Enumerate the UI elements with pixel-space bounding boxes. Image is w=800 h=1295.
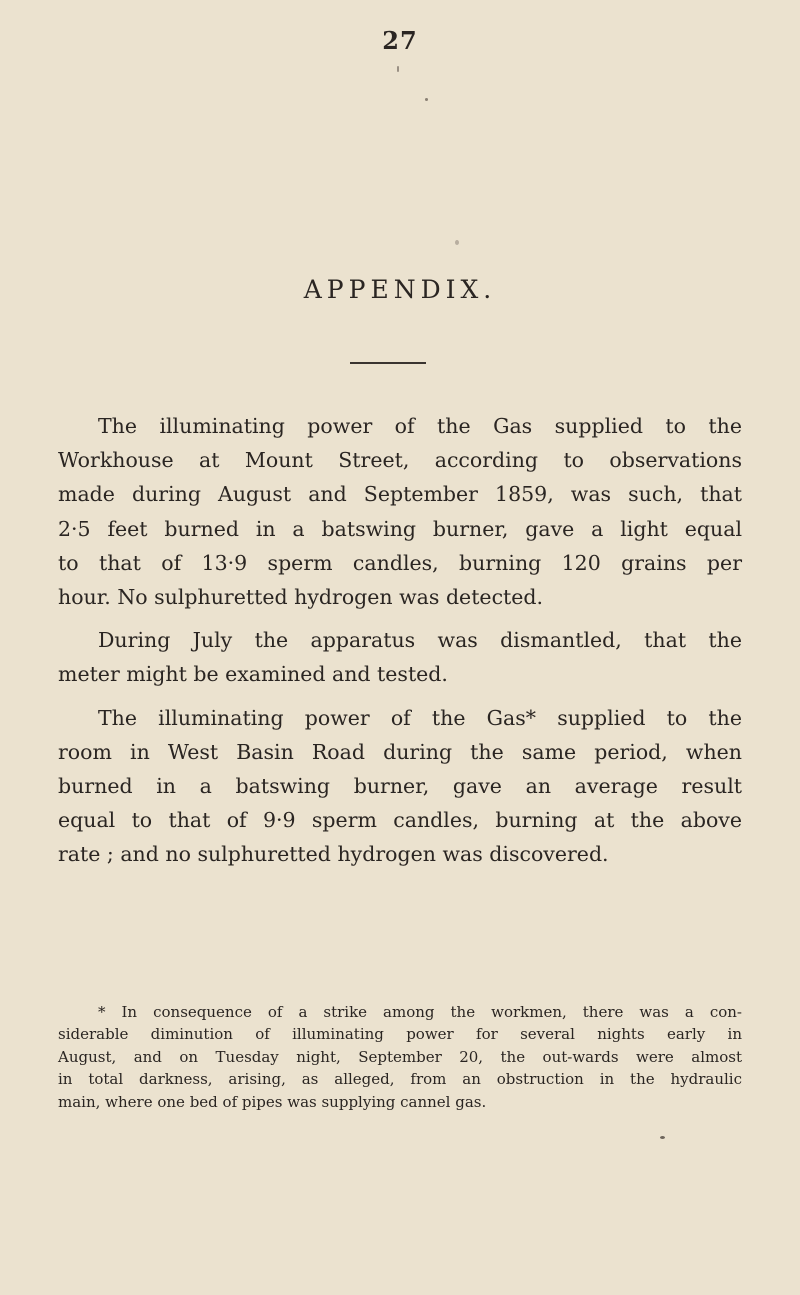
paragraph-2 [58, 623, 742, 691]
text-line: Workhouse at Mount Street, according to observations [58, 448, 742, 473]
text-line: equal to that of 9·9 sperm candles, burning at the above [58, 808, 742, 833]
paper-speck [660, 1136, 665, 1139]
footnote-line: in total darkness, arising, as alleged, from an obstruction in the hydraulic [58, 1070, 742, 1089]
text-line: The illuminating power of the Gas supplied to the [98, 414, 742, 438]
paper-speck [455, 240, 459, 245]
text-line: 2·5 feet burned in a batswing burner, gave a light equal [58, 516, 742, 541]
paper-speck [397, 66, 399, 72]
footnote [58, 1001, 742, 1113]
footnote-line: * In consequence of a strike among the workmen, there was a con- [98, 1003, 742, 1021]
paragraph-3 [58, 701, 742, 872]
heading-divider [350, 362, 426, 364]
section-heading: APPENDIX. [303, 275, 497, 304]
text-line: room in West Basin Road during the same period, when [58, 739, 742, 764]
footnote-line: main, where one bed of pipes was supplying cannel gas. [58, 1092, 487, 1111]
paper-speck [425, 98, 428, 101]
text-line: burned in a batswing burner, gave an average result [58, 774, 742, 799]
text-line: The illuminating power of the Gas* supplied to the [98, 705, 742, 730]
footnote-line: siderable diminution of illuminating power for several nights early in [58, 1025, 742, 1044]
footnote-line: August, and on Tuesday night, September 20, the out-wards were almost [58, 1047, 742, 1066]
text-line: meter might be examined and tested. [58, 662, 448, 687]
text-line: to that of 13·9 sperm candles, burning 120 grains per [58, 550, 742, 575]
page-number: 27 [382, 26, 418, 55]
text-line: rate ; and no sulphuretted hydrogen was discovered. [58, 842, 609, 867]
text-line: hour. No sulphuretted hydrogen was detected. [58, 585, 544, 610]
text-line: During July the apparatus was dismantled, that the [98, 628, 742, 653]
text-line: made during August and September 1859, was such, that [58, 482, 742, 507]
body-text [58, 409, 742, 881]
paragraph-1 [58, 409, 742, 614]
